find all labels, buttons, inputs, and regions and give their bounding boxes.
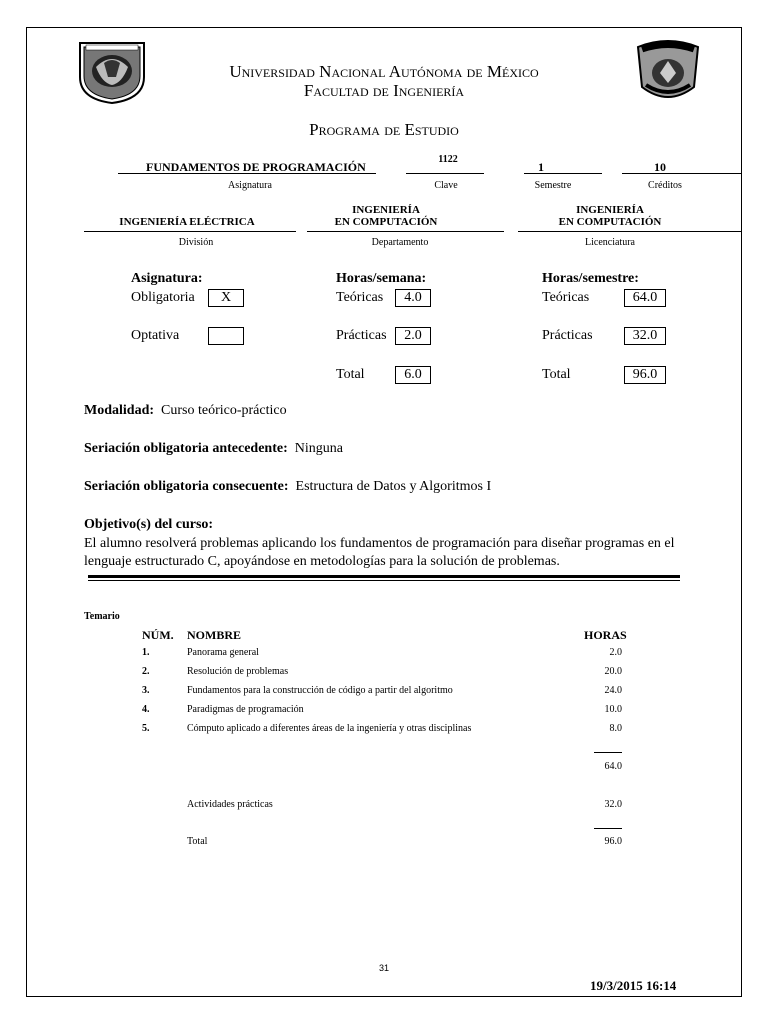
page-number: 31 (378, 963, 389, 973)
antecedente-line (84, 441, 343, 457)
division-rule (84, 231, 296, 232)
practicas-label: Actividades prácticas (187, 799, 273, 810)
consecuente-value: Estructura de Datos y Algoritmos I (295, 479, 492, 494)
practicas-horas: 32.0 (604, 799, 622, 810)
modalidad-value: Curso teórico-práctico (161, 403, 287, 418)
optativa-label: Optativa (131, 328, 180, 343)
temario-row-nombre: Paradigmas de programación (187, 704, 304, 715)
temario-row-horas: 10.0 (604, 704, 622, 715)
asignatura-label: Asignatura (228, 180, 272, 191)
semestre-total-value: 96.0 (624, 366, 666, 384)
consecuente-label: Seriación obligatoria consecuente: (84, 479, 289, 494)
temario-col-num: NÚM. (142, 628, 174, 642)
print-timestamp: 19/3/2015 16:14 (590, 978, 677, 993)
temario-row-nombre: Fundamentos para la construcción de código a partir del algoritmo (187, 685, 453, 696)
licenciatura-label: Licenciatura (585, 237, 635, 248)
horas-semestre-heading: Horas/semestre: (542, 271, 639, 286)
clave-rule (406, 173, 484, 174)
semestre-teoricas-label: Teóricas (542, 290, 590, 305)
licenciatura-line1: INGENIERÍA (576, 204, 644, 216)
semestre-total-label: Total (542, 367, 571, 382)
semestre-label: Semestre (534, 180, 572, 191)
antecedente-value: Ninguna (294, 441, 343, 456)
division-label: División (178, 237, 214, 248)
semestre-rule (524, 173, 602, 174)
double-rule-bottom (88, 580, 680, 581)
total-horas: 96.0 (604, 836, 622, 847)
semana-teoricas-value: 4.0 (395, 289, 431, 307)
temario-heading: Temario (84, 611, 120, 622)
horas-semana-heading: Horas/semana: (336, 271, 427, 286)
temario-row-nombre: Resolución de problemas (187, 666, 289, 677)
temario-row-num: 1. (142, 647, 150, 658)
university-name: Universidad Nacional Autónoma de México (229, 62, 539, 81)
modalidad-line (84, 403, 287, 419)
obligatoria-label: Obligatoria (131, 290, 195, 305)
course-clave: 1122 (438, 154, 458, 165)
temario-row-nombre: Panorama general (187, 647, 259, 658)
semana-total-value: 6.0 (395, 366, 431, 384)
temario-subtotal: 64.0 (604, 761, 622, 772)
asignatura-heading: Asignatura: (131, 271, 203, 286)
course-name: FUNDAMENTOS DE PROGRAMACIÓN (146, 160, 366, 174)
objetivo-line2: lenguaje estructurado C, apoyándose en metodologías para la solución de problemas. (84, 554, 560, 569)
temario-col-nombre: NOMBRE (187, 628, 241, 642)
obligatoria-checkbox: X (208, 289, 244, 307)
temario-row-nombre: Cómputo aplicado a diferentes áreas de la ingeniería y otras disciplinas (187, 723, 472, 734)
program-title: Programa de Estudio (309, 120, 459, 139)
objetivo-label: Objetivo(s) del curso: (84, 517, 214, 532)
semestre-practicas-value: 32.0 (624, 327, 666, 345)
temario-row-num: 2. (142, 666, 150, 677)
temario-row-num: 5. (142, 723, 150, 734)
semana-practicas-value: 2.0 (395, 327, 431, 345)
departamento-line1: INGENIERÍA (352, 204, 420, 216)
semana-practicas-label: Prácticas (336, 328, 387, 343)
faculty-name: Facultad de Ingeniería (303, 81, 465, 100)
antecedente-label: Seriación obligatoria antecedente: (84, 441, 288, 456)
objetivo-line1: El alumno resolverá problemas aplicando los fundamentos de programación para diseñar programas en el (84, 536, 675, 551)
departamento-rule (307, 231, 504, 232)
course-creditos: 10 (654, 160, 666, 174)
asignatura-rule (118, 173, 376, 174)
temario-row-horas: 8.0 (609, 723, 622, 734)
semestre-practicas-label: Prácticas (542, 328, 593, 343)
temario-row-num: 3. (142, 685, 150, 696)
subtotal-rule (594, 752, 622, 753)
total-rule (594, 828, 622, 829)
creditos-label: Créditos (648, 180, 682, 191)
temario-col-horas: HORAS (584, 628, 627, 642)
semana-total-label: Total (336, 367, 365, 382)
temario-row-horas: 20.0 (604, 666, 622, 677)
departamento-label: Departamento (371, 237, 429, 248)
double-rule-top (88, 575, 680, 578)
temario-row-horas: 24.0 (604, 685, 622, 696)
consecuente-line (84, 479, 491, 495)
temario-row-horas: 2.0 (609, 647, 622, 658)
semestre-teoricas-value: 64.0 (624, 289, 666, 307)
course-semestre: 1 (538, 160, 544, 174)
creditos-rule (622, 173, 742, 174)
total-label: Total (187, 836, 208, 847)
licenciatura-line2: EN COMPUTACIÓN (558, 216, 662, 228)
modalidad-label: Modalidad: (84, 403, 155, 418)
optativa-checkbox (208, 327, 244, 345)
licenciatura-rule (518, 231, 742, 232)
temario-row-num: 4. (142, 704, 150, 715)
departamento-line2: EN COMPUTACIÓN (334, 216, 438, 228)
division-value: INGENIERÍA ELÉCTRICA (119, 216, 255, 228)
semana-teoricas-label: Teóricas (336, 290, 384, 305)
clave-label: Clave (434, 180, 458, 191)
